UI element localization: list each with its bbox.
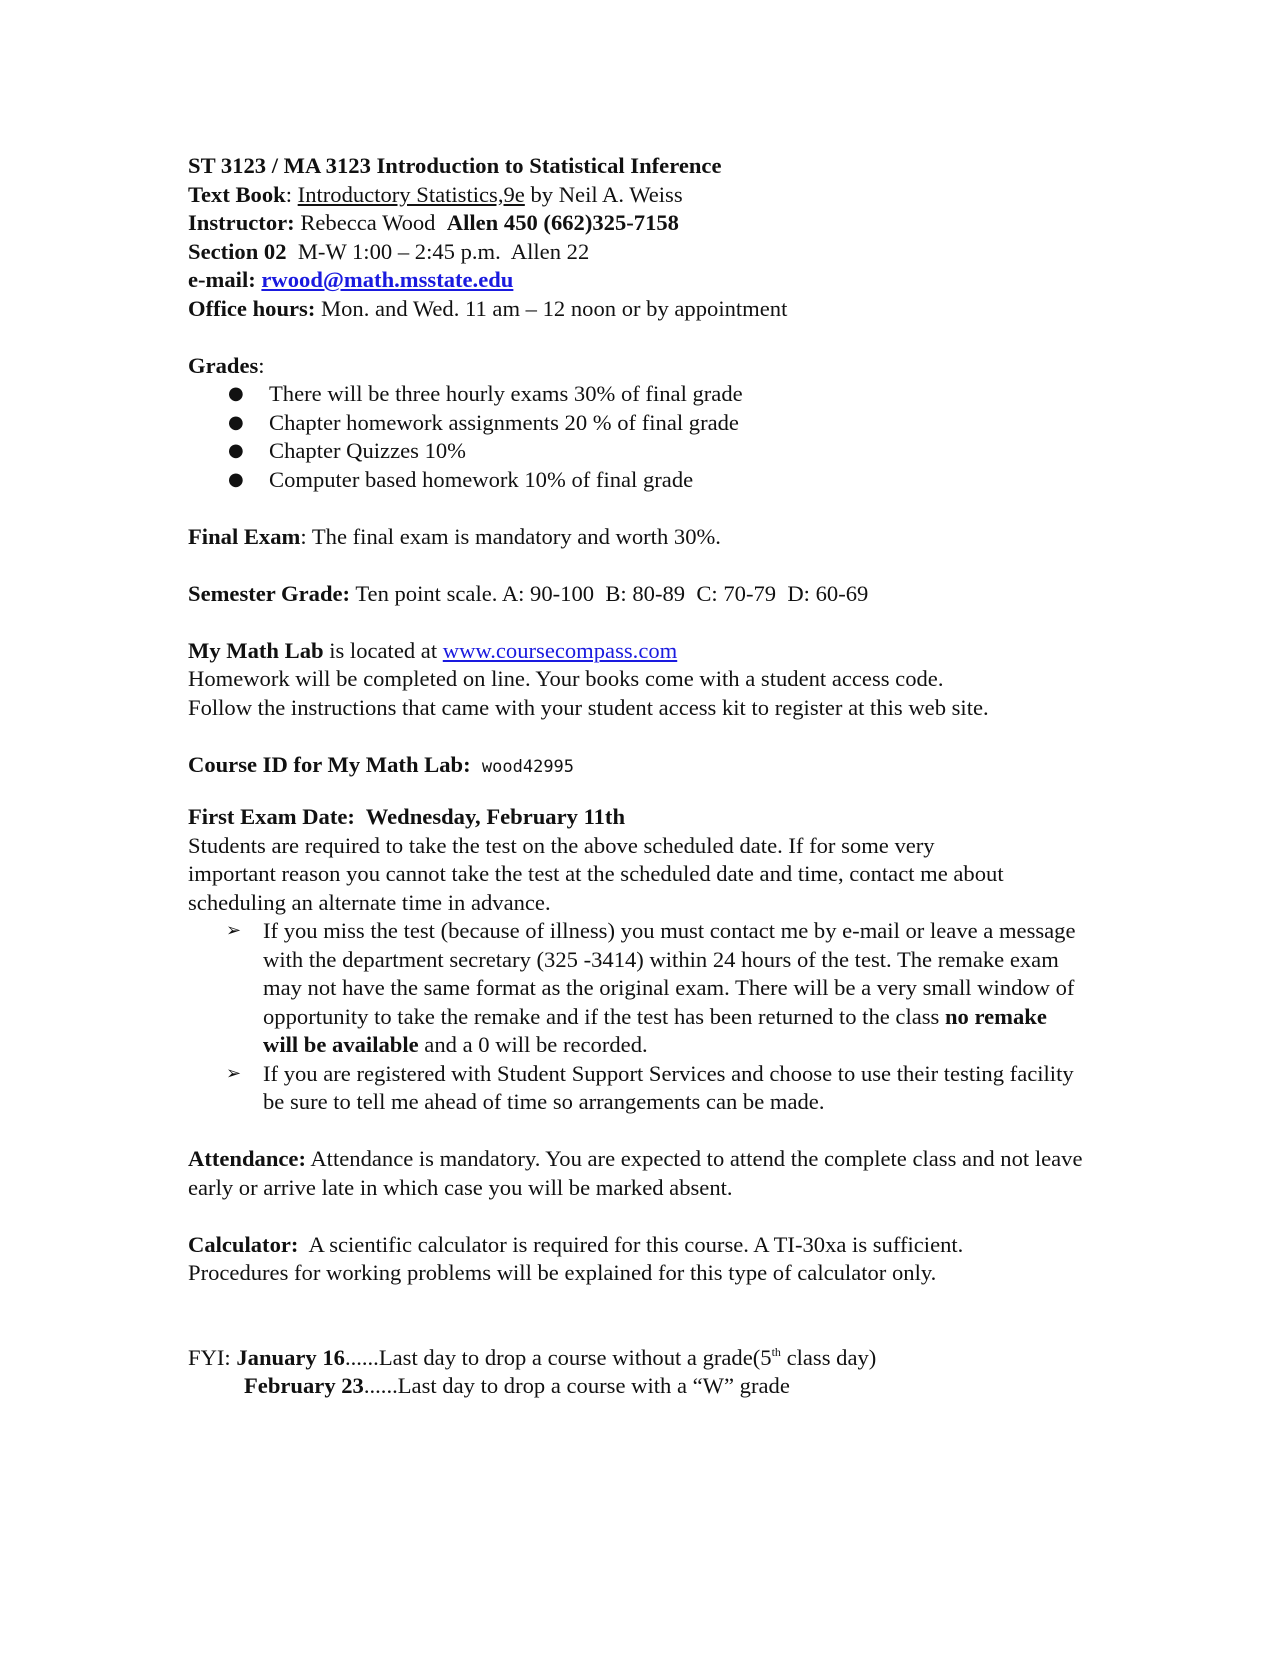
coursecompass-link[interactable]: www.coursecompass.com bbox=[442, 637, 678, 663]
course-id-value: wood42995 bbox=[481, 756, 575, 777]
list-item: ● Chapter homework assignments 20 % of final grade bbox=[188, 409, 1108, 438]
bullet-icon: ● bbox=[228, 440, 244, 461]
first-exam-paragraph: Students are required to take the test on the above scheduled date. If for some very important reason you cannot take the test at the scheduled date and time, contact me about scheduling an alternate time in advance. bbox=[188, 832, 1004, 915]
grades-heading: Grades: bbox=[188, 352, 265, 378]
list-item: ➢ If you miss the test (because of illness) you must contact me by e-mail or leave a message with the department secretary (325 -3414) within 24 hours of the test. The remake exam may not have the same format as the original exam. There will be a very small window of opportunity to take the remake and if the test has been returned to the class no remake will be available and a 0 will be recorded. bbox=[226, 918, 1076, 1057]
email-line: e-mail: rwood@math.msstate.edu bbox=[188, 267, 514, 292]
fyi-line-2: February 23......Last day to drop a course with a “W” grade bbox=[244, 1373, 790, 1398]
syllabus-page bbox=[188, 152, 1108, 1401]
bullet-icon: ● bbox=[228, 468, 244, 490]
calculator-paragraph: Calculator: A scientific calculator is required for this course. A TI-30xa is sufficient. Procedures for working problems will be explained for this type of calculator only. bbox=[188, 1231, 969, 1285]
first-exam-heading: First Exam Date: Wednesday, February 11th bbox=[188, 804, 626, 829]
list-item: ● Computer based homework 10% of final grade bbox=[188, 466, 1108, 495]
section-line: Section 02 M-W 1:00 – 2:45 p.m. Allen 22 bbox=[188, 238, 590, 264]
list-item: ➢ If you are registered with Student Support Services and choose to use their testing facility be sure to tell me ahead of time so arrangements can be made. bbox=[226, 1060, 1074, 1114]
instructor-line: Instructor: Rebecca Wood Allen 450 (662)325-7158 bbox=[188, 210, 679, 235]
list-item: ● Chapter Quizzes 10% bbox=[188, 437, 1108, 466]
office-hours-line: Office hours: Mon. and Wed. 11 am – 12 noon or by appointment bbox=[188, 295, 788, 321]
arrow-bullet-icon: ➢ bbox=[226, 920, 242, 941]
attendance-paragraph: Attendance: Attendance is mandatory. You are expected to attend the complete class and not leave early or arrive late in which case you will be marked absent. bbox=[188, 1146, 1083, 1200]
bullet-icon: ● bbox=[228, 411, 244, 433]
final-exam-line: Final Exam: The final exam is mandatory and worth 30%. bbox=[188, 523, 721, 549]
textbook-line: Text Book: Introductory Statistics,9e by Neil A. Weiss bbox=[188, 181, 683, 207]
fyi-line-1: FYI: January 16......Last day to drop a course without a grade(5th class day) bbox=[188, 1344, 877, 1370]
course-title: ST 3123 / MA 3123 Introduction to Statistical Inference bbox=[188, 153, 722, 178]
list-item: ● There will be three hourly exams 30% of final grade bbox=[188, 380, 1108, 409]
first-exam-list bbox=[188, 917, 1108, 1117]
email-link[interactable]: rwood@math.msstate.edu bbox=[261, 267, 514, 292]
math-lab-line-2: Homework will be completed on line. Your books come with a student access code. bbox=[188, 666, 944, 691]
semester-grade-line: Semester Grade: Ten point scale. A: 90-100 B: 80-89 C: 70-79 D: 60-69 bbox=[188, 580, 869, 606]
math-lab-line-3: Follow the instructions that came with your student access kit to register at this web site. bbox=[188, 694, 989, 720]
grades-list bbox=[188, 380, 1108, 494]
instructor-office: Allen 450 (662)325-7158 bbox=[446, 210, 679, 235]
math-lab-line: My Math Lab is located at www.coursecompass.com bbox=[188, 637, 678, 663]
course-id-line: Course ID for My Math Lab: wood42995 bbox=[188, 751, 575, 777]
arrow-bullet-icon: ➢ bbox=[226, 1062, 242, 1084]
textbook-title: Introductory Statistics,9e bbox=[297, 181, 525, 207]
bullet-icon: ● bbox=[228, 383, 244, 404]
